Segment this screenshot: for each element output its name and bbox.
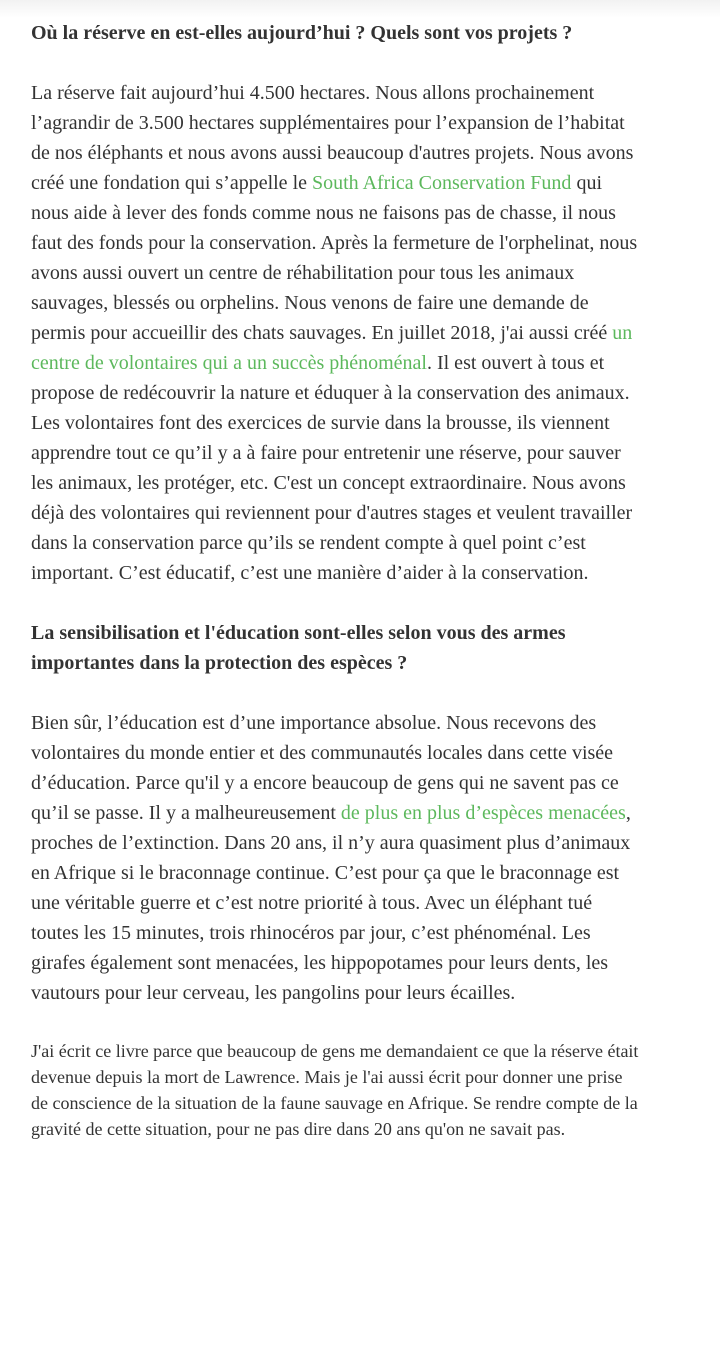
text: Bien sûr, l’éducation est d’une importance absolue. Nous recevons des volontaires du monde entier et des communautés locales dans cette visée d’éducation. Parce qu'il y a encore beaucoup de gens qui ne savent pas ce qu’il se passe. Il y a malheureusement [31, 712, 619, 824]
answer-paragraph-education [31, 708, 641, 1008]
spacer [31, 588, 641, 618]
text: qui nous aide à lever des fonds comme nous ne faisons pas de chasse, il nous faut des fonds pour la conservation. Après la fermeture de l'orphelinat, nous avons aussi ouvert un centre de réhabilitation pour tous les animaux sauvages, blessés ou orphelins. Nous venons de faire une demande de permis pour accueillir des chats sauvages. En juillet 2018, j'ai aussi créé [31, 172, 638, 344]
link-endangered-species[interactable]: de plus en plus d’espèces menacées [340, 802, 626, 824]
spacer [31, 48, 641, 78]
question-heading-projects: Où la réserve en est-elles aujourd’hui ? Quels sont vos projets ? [31, 22, 573, 44]
book-paragraph: J'ai écrit ce livre parce que beaucoup de gens me demandaient ce que la réserve était devenue depuis la mort de Lawrence. Mais je l'ai aussi écrit pour donner une prise de conscience de la situation de la faune sauvage en Afrique. Se rendre compte de la gravité de cette situation, pour ne pas dire dans 20 ans qu'on ne savait pas. [31, 1041, 639, 1139]
article-body [31, 18, 641, 1142]
answer-paragraph-projects [31, 78, 641, 588]
spacer [31, 1008, 641, 1038]
text: La réserve fait aujourd’hui 4.500 hectares. Nous allons prochainement l’agrandir de 3.500 hectares supplémentaires pour l’expansion de l’habitat de nos éléphants et nous avons aussi beaucoup d'autres projets. Nous avons créé une fondation qui s’appelle le [31, 82, 634, 194]
spacer [31, 678, 641, 708]
question-heading-education: La sensibilisation et l'éducation sont-elles selon vous des armes importantes dans la protection des espèces ? [31, 622, 566, 674]
text: , proches de l’extinction. Dans 20 ans, il n’y aura quasiment plus d’animaux en Afrique si le braconnage continue. C’est pour ça que le braconnage est une véritable guerre et c’est notre priorité à tous. Avec un éléphant tué toutes les 15 minutes, trois rhinocéros par jour, c’est phénoménal. Les girafes également sont menacées, les hippopotames pour leurs dents, les vautours pour leur cerveau, les pangolins pour leurs écailles. [31, 802, 631, 1004]
text: . Il est ouvert à tous et propose de redécouvrir la nature et éduquer à la conservation des animaux. Les volontaires font des exercices de survie dans la brousse, ils viennent apprendre tout ce qu’il y a à faire pour entretenir une réserve, pour sauver les animaux, les protéger, etc. C'est un concept extraordinaire. Nous avons déjà des volontaires qui reviennent pour d'autres stages et veulent travailler dans la conservation parce qu’ils se rendent compte à quel point c’est important. C’est éducatif, c’est une manière d’aider à la conservation. [31, 352, 633, 584]
link-south-africa-conservation-fund[interactable]: South Africa Conservation Fund [312, 172, 572, 194]
top-bar-shadow [0, 0, 720, 18]
link-volunteer-center[interactable]: un centre de volontaires qui a un succès phénoménal [31, 322, 633, 374]
